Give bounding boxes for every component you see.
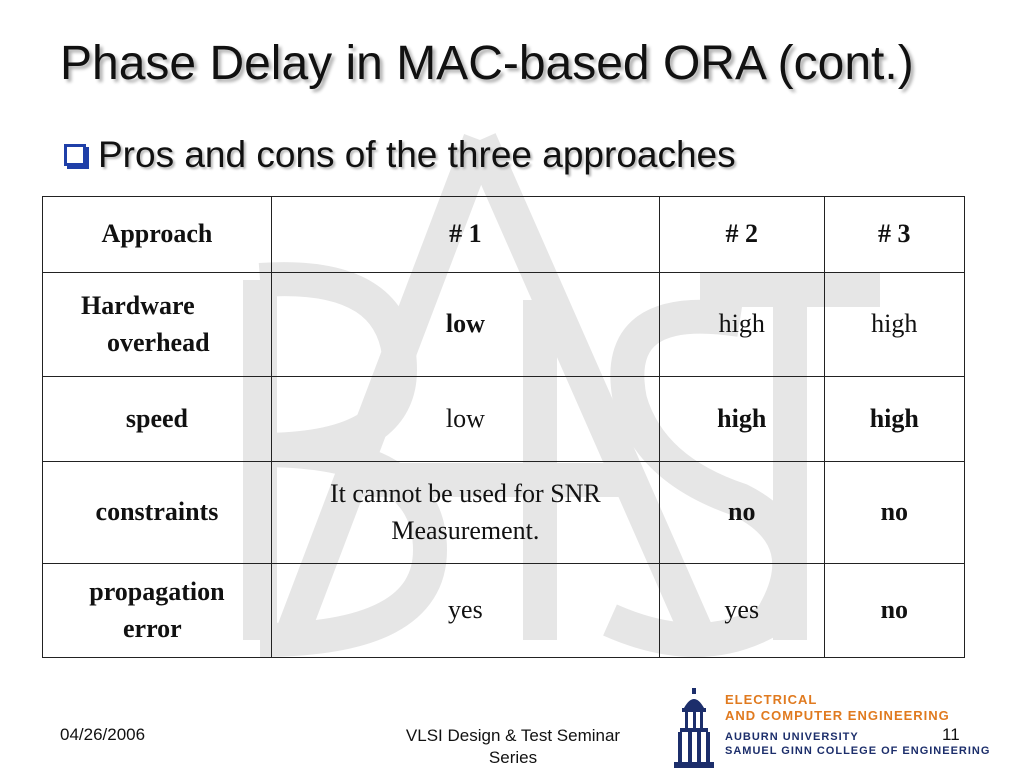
table-cell: no	[659, 462, 824, 564]
table-row	[43, 273, 965, 377]
footer-series-line: VLSI Design & Test Seminar	[405, 726, 621, 745]
table-header-cell: Approach	[43, 197, 272, 273]
logo-line: AUBURN UNIVERSITY	[725, 731, 859, 743]
table-cell: yes	[659, 564, 824, 658]
table-cell: high	[659, 377, 824, 462]
row-label-line: Hardware	[81, 291, 195, 321]
table-row	[43, 462, 965, 564]
table-cell: high	[824, 273, 964, 377]
table-header-cell: # 2	[659, 197, 824, 273]
footer-series-line: Series	[488, 748, 538, 768]
university-logo	[670, 688, 1024, 768]
logo-line: SAMUEL GINN COLLEGE OF ENGINEERING	[725, 745, 991, 757]
row-label-cell: constraints	[43, 462, 272, 564]
logo-line: ELECTRICAL	[725, 692, 818, 707]
row-label-cell	[43, 564, 272, 658]
table-cell: yes	[271, 564, 659, 658]
bullet-text: Pros and cons of the three approaches	[98, 134, 736, 175]
row-label-line: error	[123, 613, 182, 643]
cell-line: Measurement.	[391, 515, 540, 545]
table-cell: high	[824, 377, 964, 462]
row-label-cell: speed	[43, 377, 272, 462]
row-label-line: propagation	[89, 577, 225, 607]
comparison-table	[42, 196, 965, 658]
table-row	[43, 564, 965, 658]
footer-date: 04/26/2006	[60, 725, 146, 744]
square-bullet-icon	[64, 144, 86, 166]
table-cell: no	[824, 564, 964, 658]
table-cell: no	[824, 462, 964, 564]
row-label-line: overhead	[107, 327, 210, 357]
tower-icon	[670, 688, 720, 768]
footer-series	[382, 725, 644, 769]
table-cell: low	[271, 273, 659, 377]
row-label-cell	[43, 273, 272, 377]
bullet-item	[64, 130, 736, 180]
table-cell: high	[659, 273, 824, 377]
table-row	[43, 377, 965, 462]
table-cell	[271, 462, 659, 564]
table-cell: low	[271, 377, 659, 462]
page-number: 11	[942, 725, 960, 744]
logo-line: AND COMPUTER ENGINEERING	[725, 708, 950, 723]
cell-line: It cannot be used for SNR	[330, 479, 601, 509]
table-header-row	[43, 197, 965, 273]
table-header-cell: # 3	[824, 197, 964, 273]
slide-title: Phase Delay in MAC-based ORA (cont.)	[60, 37, 914, 90]
table-header-cell: # 1	[271, 197, 659, 273]
